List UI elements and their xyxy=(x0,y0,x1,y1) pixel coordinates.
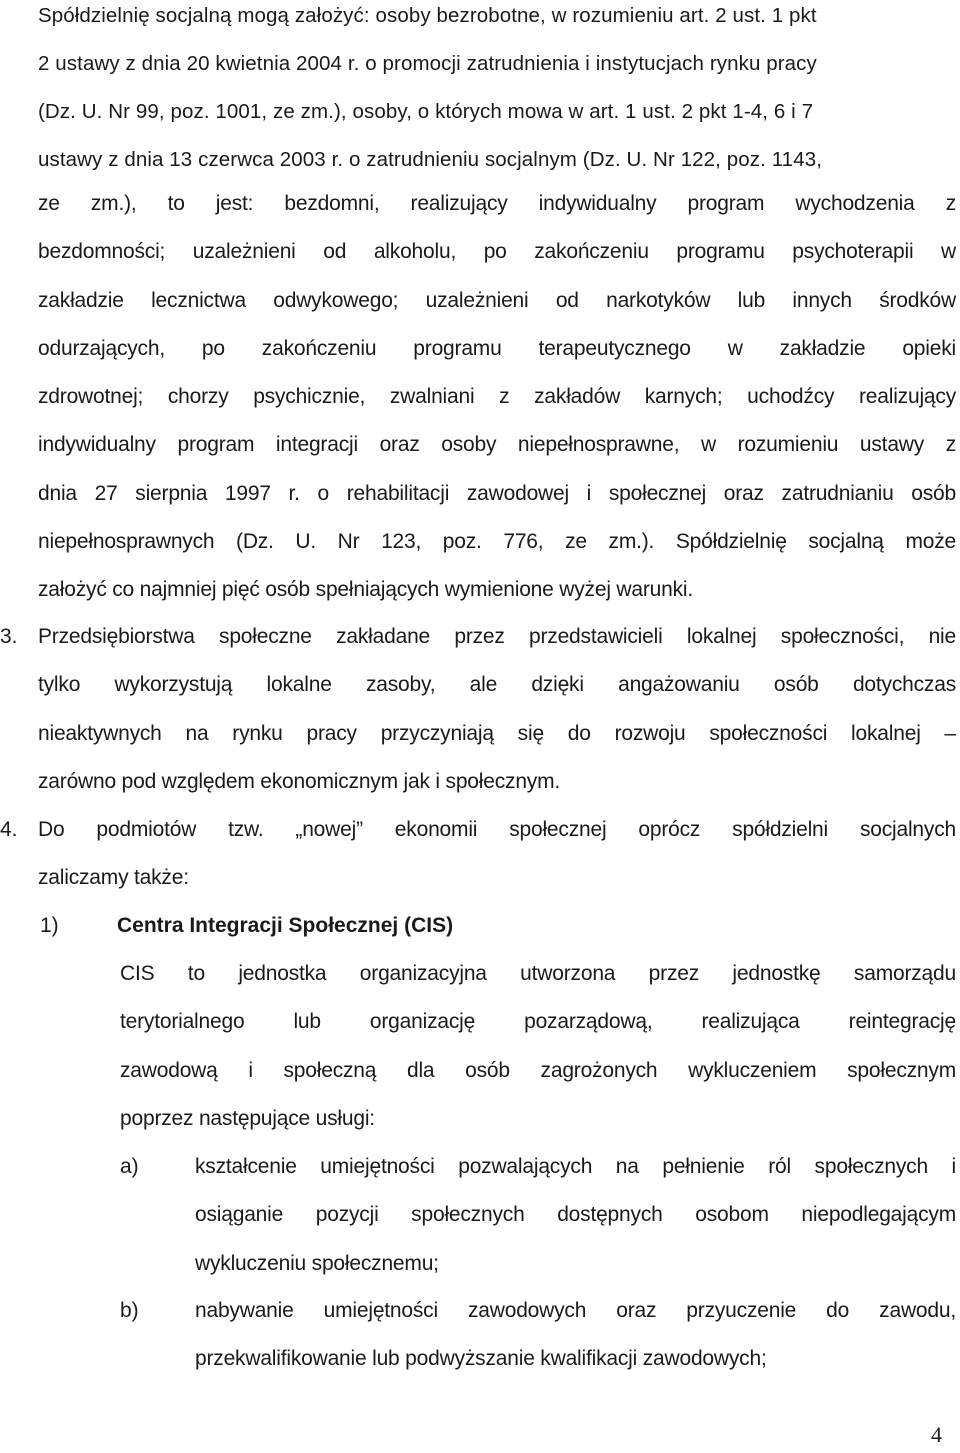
text-line: bezdomności; uzależnieni od alkoholu, po zakończeniu programu psychoterapii w xyxy=(38,240,956,264)
page-number: 4 xyxy=(931,1422,942,1447)
text-line: założyć co najmniej pięć osób spełniających wymienione wyżej warunki. xyxy=(38,578,694,602)
text-line: odurzających, po zakończeniu programu terapeutycznego w zakładzie opieki xyxy=(38,336,956,360)
list-number: 4. xyxy=(0,818,18,841)
text-line: nieaktywnych na rynku pracy przyczyniają się do rozwoju społeczności lokalnej – xyxy=(38,721,956,745)
list-letter: b) xyxy=(120,1299,139,1322)
text-line: zarówno pod względem ekonomicznym jak i społecznym. xyxy=(38,769,561,793)
list-number: 3. xyxy=(0,625,18,648)
sub-item-1-body xyxy=(120,950,956,1143)
sub-item-a xyxy=(195,1143,956,1288)
text-line: ze zm.), to jest: bezdomni, realizujący indywidualny program wychodzenia z xyxy=(38,192,956,215)
text-line: dnia 27 sierpnia 1997 r. o rehabilitacji zawodowej i społecznej oraz zatrudnianiu osób xyxy=(38,481,956,505)
text-line: zaliczamy także: xyxy=(38,866,189,890)
paragraph-intro xyxy=(38,0,956,184)
text-line: zdrowotnej; chorzy psychicznie, zwalniani z zakładów karnych; uchodźcy realizujący xyxy=(38,385,956,409)
list-letter: a) xyxy=(120,1155,139,1178)
text-line: poprzez następujące usługi: xyxy=(120,1106,375,1130)
text-line: zakładzie lecznictwa odwykowego; uzależnieni od narkotyków lub innych środków xyxy=(38,288,956,312)
text-line: osiąganie pozycji społecznych dostępnych osobom niepodlegającym xyxy=(195,1203,956,1227)
text-line: zawodową i społeczną dla osób zagrożonych wykluczeniem społecznym xyxy=(120,1058,956,1082)
text-line: terytorialnego lub organizację pozarządową, realizująca reintegrację xyxy=(120,1010,956,1034)
section-heading: Centra Integracji Społecznej (CIS) xyxy=(117,914,454,937)
text-line: tylko wykorzystują lokalne zasoby, ale dzięki angażowaniu osób dotychczas xyxy=(38,673,956,697)
text-line: ustawy z dnia 13 czerwca 2003 r. o zatrudnieniu socjalnym (Dz. U. Nr 122, poz. 1143, xyxy=(38,148,822,171)
text-line: CIS to jednostka organizacyjna utworzona przez jednostkę samorządu xyxy=(120,962,956,985)
text-line: wykluczeniu społecznemu; xyxy=(195,1251,439,1275)
list-item-3 xyxy=(38,613,956,806)
paragraph-continued xyxy=(38,180,956,615)
text-line: kształcenie umiejętności pozwalających na pełnienie ról społecznych i xyxy=(195,1155,956,1178)
text-line: przekwalifikowanie lub podwyższanie kwalifikacji zawodowych; xyxy=(195,1347,767,1371)
text-line: Do podmiotów tzw. „nowej” ekonomii społecznej oprócz spółdzielni socjalnych xyxy=(38,818,956,841)
text-line: indywidualny program integracji oraz osoby niepełnosprawne, w rozumieniu ustawy z xyxy=(38,433,956,457)
text-line: Przedsiębiorstwa społeczne zakładane przez przedstawicieli lokalnej społeczności, nie xyxy=(38,625,956,648)
text-line: 2 ustawy z dnia 20 kwietnia 2004 r. o promocji zatrudnienia i instytucjach rynku pracy xyxy=(38,52,817,75)
sub-item-b xyxy=(195,1287,956,1384)
text-line: Spółdzielnię socjalną mogą założyć: osoby bezrobotne, w rozumieniu art. 2 ust. 1 pkt xyxy=(38,4,817,27)
text-line: niepełnosprawnych (Dz. U. Nr 123, poz. 776, ze zm.). Spółdzielnię socjalną może xyxy=(38,530,956,554)
list-item-4 xyxy=(38,806,956,903)
text-line: (Dz. U. Nr 99, poz. 1001, ze zm.), osoby, o których mowa w art. 1 ust. 2 pkt 1-4, 6 i 7 xyxy=(38,100,814,123)
list-number: 1) xyxy=(40,914,59,937)
text-line: nabywanie umiejętności zawodowych oraz przyuczenie do zawodu, xyxy=(195,1299,956,1322)
